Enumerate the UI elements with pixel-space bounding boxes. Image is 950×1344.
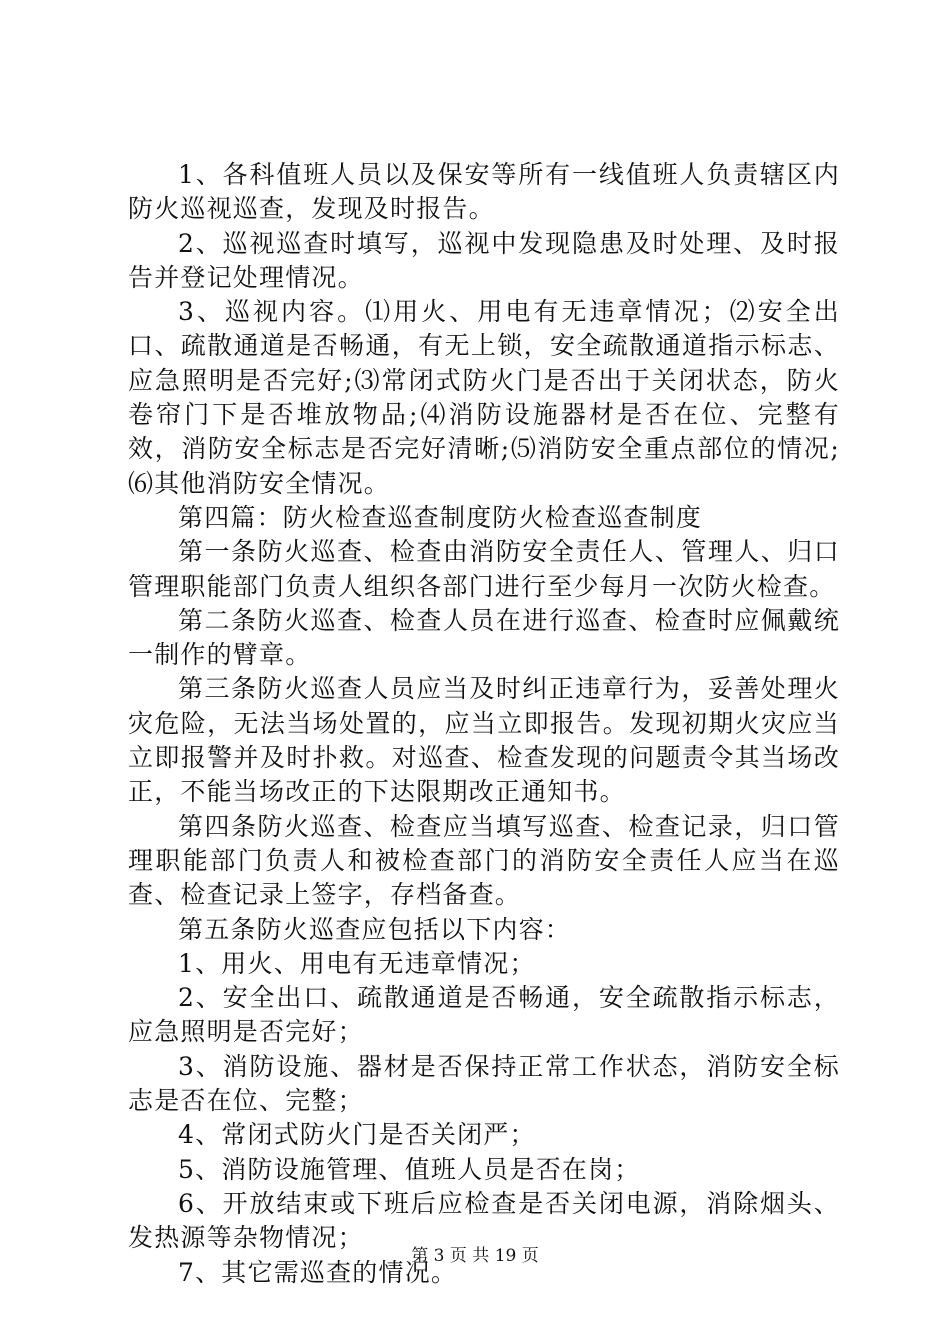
paragraph-1: 1、各科值班人员以及保安等所有一线值班人负责辖区内防火巡视巡查，发现及时报告。 xyxy=(128,160,840,224)
section-heading: 第四篇：防火检查巡查制度防火检查巡查制度 xyxy=(178,502,703,532)
list-item-5: 5、消防设施管理、值班人员是否在岗； xyxy=(178,1154,641,1184)
list-item-2: 2、安全出口、疏散通道是否畅通，安全疏散指示标志，应急照明是否完好； xyxy=(128,983,840,1047)
paragraph-2: 2、巡视巡查时填写，巡视中发现隐患及时处理、及时报告并登记处理情况。 xyxy=(128,228,840,292)
list-item-6: 6、开放结束或下班后应检查是否关闭电源，消除烟头、发热源等杂物情况； xyxy=(128,1188,840,1253)
document-body xyxy=(128,158,840,1290)
article-2: 第二条防火巡查、检查人员在进行巡查、检查时应佩戴统一制作的臂章。 xyxy=(128,605,840,670)
list-item-7: 7、其它需巡查的情况。 xyxy=(178,1257,458,1287)
list-item-3: 3、消防设施、器材是否保持正常工作状态，消防安全标志是否在位、完整； xyxy=(128,1051,840,1116)
article-3: 第三条防火巡查人员应当及时纠正违章行为，妥善处理火灾危险，无法当场处置的，应当立即报告。发现初期火灾应当立即报警并及时扑救。对巡查、检查发现的问题责令其当场改正，不能当场改正的下达限期改正通知书。 xyxy=(128,674,840,807)
page-footer: 第 3 页 共 19 页 xyxy=(411,1246,539,1266)
paragraph-3: 3、巡视内容。⑴用火、用电有无违章情况；⑵安全出口、疏散通道是否畅通，有无上锁，安全疏散通道指示标志、应急照明是否完好;⑶常闭式防火门是否出于关闭状态，防火卷帘门下是否堆放物品;⑷消防设施器材是否在位、完整有效，消防安全标志是否完好清晰;⑸消防安全重点部位的情况;⑹其他消防安全情况。 xyxy=(128,297,840,498)
article-5: 第五条防火巡查应包括以下内容： xyxy=(178,914,572,944)
list-item-1: 1、用火、用电有无违章情况； xyxy=(178,948,536,978)
article-1: 第一条防火巡查、检查由消防安全责任人、管理人、归口管理职能部门负责人组织各部门进行至少每月一次防火检查。 xyxy=(128,537,840,601)
article-4: 第四条防火巡查、检查应当填写巡查、检查记录，归口管理职能部门负责人和被检查部门的消防安全责任人应当在巡查、检查记录上签字，存档备查。 xyxy=(128,811,840,910)
list-item-4: 4、常闭式防火门是否关闭严； xyxy=(178,1120,536,1150)
